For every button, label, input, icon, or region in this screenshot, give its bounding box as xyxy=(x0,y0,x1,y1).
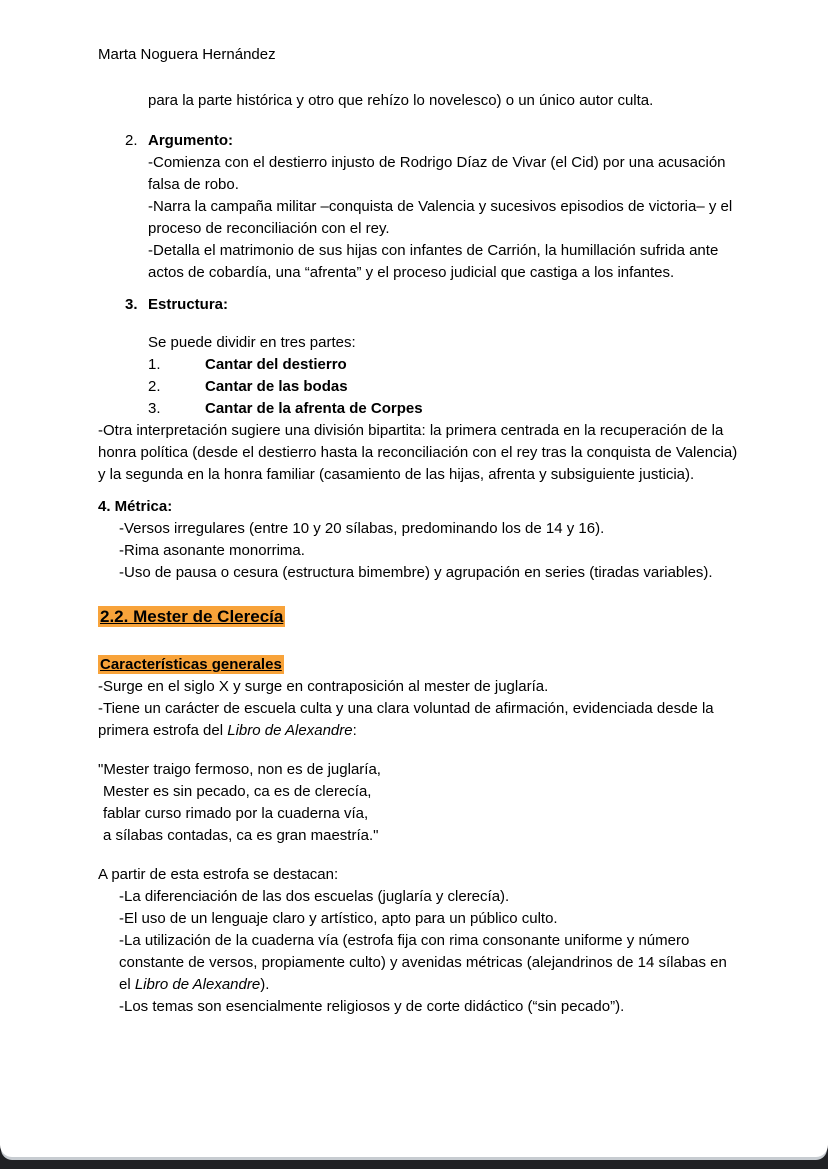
paragraph: A partir de esta estrofa se destacan: xyxy=(98,866,339,883)
paragraph: -Los temas son esencialmente religiosos y de corte didáctico (“sin pecado”). xyxy=(119,998,625,1015)
paragraph: -Narra la campaña militar –conquista de Valencia y sucesivos episodios de victoria– y el proceso de reconciliación con el rey. xyxy=(148,198,733,237)
book-title-italic: Libro de Alexandre xyxy=(134,976,261,993)
verse-line: Mester es sin pecado, ca es de clerecía, xyxy=(103,783,372,800)
sublist-number: 3. xyxy=(148,400,161,417)
verse-quote xyxy=(98,759,742,847)
paragraph: -El uso de un lenguaje claro y artístico, apto para un público culto. xyxy=(119,910,558,927)
metrica-points xyxy=(119,518,742,584)
continuation-text: para la parte histórica y otro que rehízo lo novelesco) o un único autor culta. xyxy=(148,92,654,109)
author-name: Marta Noguera Hernández xyxy=(98,46,276,63)
clerecia-bullets xyxy=(119,886,742,1018)
paragraph: -Comienza con el destierro injusto de Rodrigo Díaz de Vivar (el Cid) por una acusación falsa de robo. xyxy=(148,154,726,193)
paragraph xyxy=(98,698,742,742)
list-item-title: Estructura: xyxy=(148,296,229,313)
list-item-body xyxy=(148,130,742,284)
sublist-label: Cantar de la afrenta de Corpes xyxy=(205,400,423,417)
paragraph: -Detalla el matrimonio de sus hijas con infantes de Carrión, la humillación sufrida ante actos de cobardía, una “afrenta” y el proceso judicial que castiga a los infantes. xyxy=(148,242,719,281)
paragraph: -La diferenciación de las dos escuelas (juglaría y clerecía). xyxy=(119,888,510,905)
paragraph: -Versos irregulares (entre 10 y 20 sílabas, predominando los de 14 y 16). xyxy=(119,520,605,537)
paragraph-text: : xyxy=(352,722,357,739)
metrica-title: 4. Métrica: xyxy=(98,498,173,515)
list-item-estructura xyxy=(98,294,742,420)
list-number: 2. xyxy=(125,132,138,149)
sublist-item xyxy=(148,354,742,376)
book-title-italic: Libro de Alexandre xyxy=(227,722,353,739)
sublist-label: Cantar de las bodas xyxy=(205,378,348,395)
highlighted-heading-text: 2.2. Mester de Clerecía xyxy=(100,607,284,626)
paragraph-text: -La utilización de la cuaderna vía (estrofa fija con rima consonante uniforme y número constante de versos, propiamente culto) y avenidas métricas (alejandrinos de 14 sílabas en el xyxy=(119,932,727,993)
list-item-argumento xyxy=(98,130,742,284)
sublist-item xyxy=(148,376,742,398)
verse-line: a sílabas contadas, ca es gran maestría." xyxy=(103,827,379,844)
sublist-number: 2. xyxy=(148,378,161,395)
list-number: 3. xyxy=(125,296,138,313)
verse-line: fablar curso rimado por la cuaderna vía, xyxy=(103,805,369,822)
paragraph: -Uso de pausa o cesura (estructura bimembre) y agrupación en series (tiradas variables). xyxy=(119,564,713,581)
sublist-item xyxy=(148,398,742,420)
verse-line: "Mester traigo fermoso, non es de juglaría, xyxy=(98,761,381,778)
list-item-body xyxy=(148,294,742,420)
sublist-number: 1. xyxy=(148,356,161,373)
paragraph: Se puede dividir en tres partes: xyxy=(148,334,356,351)
list-item-title: Argumento: xyxy=(148,132,233,149)
paragraph: -Rima asonante monorrima. xyxy=(119,542,305,559)
sublist-label: Cantar del destierro xyxy=(205,356,347,373)
highlighted-subheading-text: Características generales xyxy=(100,656,282,673)
paragraph-text: -Tiene un carácter de escuela culta y una clara voluntad de afirmación, evidenciada desde la primera estrofa del xyxy=(98,700,714,739)
paragraph: -Surge en el siglo X y surge en contraposición al mester de juglaría. xyxy=(98,678,549,695)
section-heading xyxy=(98,604,742,630)
subsection-heading xyxy=(98,654,742,676)
paragraph-text: ). xyxy=(260,976,270,993)
paragraph: -Otra interpretación sugiere una división bipartita: la primera centrada en la recuperación de la honra política (desde el destierro hasta la reconciliación con el rey tras la conquista de Valencia) y la segunda en la honra familiar (casamiento de las hijas, afrenta y subsiguiente justicia). xyxy=(98,422,738,483)
paragraph xyxy=(119,930,742,996)
